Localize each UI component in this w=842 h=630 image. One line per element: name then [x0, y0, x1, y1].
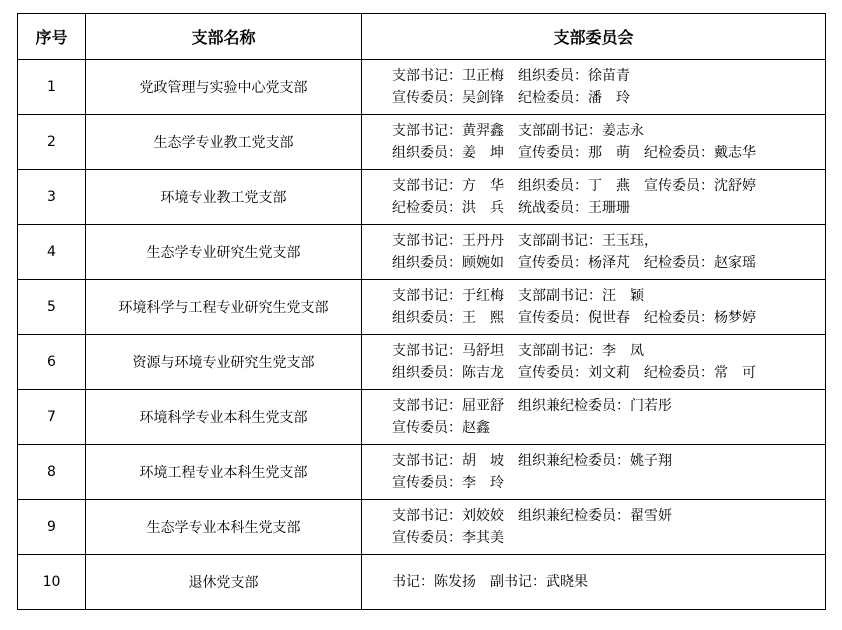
committee-line: 支部书记：王丹丹 支部副书记：王玉珏， — [392, 233, 658, 249]
committee-members — [362, 390, 826, 445]
branch-name: 环境工程专业本科生党支部 — [86, 445, 362, 500]
table-row — [18, 335, 826, 390]
committee-line: 组织委员：王 熙 宣传委员：倪世春 纪检委员：杨梦婷 — [392, 310, 756, 326]
committee-line: 宣传委员：赵鑫 — [392, 420, 490, 436]
branch-name: 生态学专业本科生党支部 — [86, 500, 362, 555]
row-index: 8 — [18, 445, 86, 500]
committee-line: 组织委员：姜 坤 宣传委员：那 萌 纪检委员：戴志华 — [392, 145, 756, 161]
row-index: 4 — [18, 225, 86, 280]
table-row — [18, 280, 826, 335]
table-row — [18, 115, 826, 170]
table-row — [18, 500, 826, 555]
committee-line: 支部书记：卫正梅 组织委员：徐苗青 — [392, 68, 630, 84]
committee-members — [362, 555, 826, 610]
row-index: 9 — [18, 500, 86, 555]
committee-members — [362, 170, 826, 225]
header-index: 序号 — [18, 14, 86, 60]
committee-members — [362, 225, 826, 280]
table-row — [18, 170, 826, 225]
committee-members — [362, 335, 826, 390]
committee-line: 宣传委员：吴剑锋 纪检委员：潘 玲 — [392, 90, 630, 106]
committee-members — [362, 445, 826, 500]
committee-line: 组织委员：陈吉龙 宣传委员：刘文莉 纪检委员：常 可 — [392, 365, 756, 381]
committee-members — [362, 60, 826, 115]
branch-committee-table — [17, 13, 826, 610]
table-body — [18, 60, 826, 610]
branch-name: 环境科学与工程专业研究生党支部 — [86, 280, 362, 335]
row-index: 2 — [18, 115, 86, 170]
branch-name: 生态学专业教工党支部 — [86, 115, 362, 170]
committee-line: 支部书记：黄羿鑫 支部副书记：姜志永 — [392, 123, 644, 139]
committee-line: 宣传委员：李 玲 — [392, 475, 504, 491]
committee-line: 支部书记：刘姣姣 组织兼纪检委员：翟雪妍 — [392, 508, 672, 524]
branch-name: 环境科学专业本科生党支部 — [86, 390, 362, 445]
table-row — [18, 390, 826, 445]
committee-members — [362, 115, 826, 170]
committee-line: 书记：陈发扬 副书记：武晓果 — [392, 574, 588, 590]
branch-name: 环境专业教工党支部 — [86, 170, 362, 225]
branch-name: 生态学专业研究生党支部 — [86, 225, 362, 280]
table-row — [18, 555, 826, 610]
row-index: 1 — [18, 60, 86, 115]
committee-line: 宣传委员：李其美 — [392, 530, 504, 546]
committee-line: 支部书记：胡 坡 组织兼纪检委员：姚子翔 — [392, 453, 672, 469]
table-header — [18, 14, 826, 60]
branch-name: 退休党支部 — [86, 555, 362, 610]
branch-name: 党政管理与实验中心党支部 — [86, 60, 362, 115]
header-committee: 支部委员会 — [362, 14, 826, 60]
committee-members — [362, 280, 826, 335]
committee-line: 支部书记：方 华 组织委员：丁 燕 宣传委员：沈舒婷 — [392, 178, 756, 194]
table-row — [18, 445, 826, 500]
row-index: 7 — [18, 390, 86, 445]
row-index: 3 — [18, 170, 86, 225]
row-index: 10 — [18, 555, 86, 610]
table-row — [18, 60, 826, 115]
row-index: 5 — [18, 280, 86, 335]
committee-line: 纪检委员：洪 兵 统战委员：王珊珊 — [392, 200, 630, 216]
table-row — [18, 225, 826, 280]
row-index: 6 — [18, 335, 86, 390]
committee-members — [362, 500, 826, 555]
header-row — [18, 14, 826, 60]
committee-line: 组织委员：顾婉如 宣传委员：杨泽芃 纪检委员：赵家瑶 — [392, 255, 756, 271]
committee-line: 支部书记：马舒坦 支部副书记：李 凤 — [392, 343, 644, 359]
committee-line: 支部书记：屈亚舒 组织兼纪检委员：门若彤 — [392, 398, 672, 414]
header-branch-name: 支部名称 — [86, 14, 362, 60]
branch-name: 资源与环境专业研究生党支部 — [86, 335, 362, 390]
committee-line: 支部书记：于红梅 支部副书记：汪 颖 — [392, 288, 644, 304]
